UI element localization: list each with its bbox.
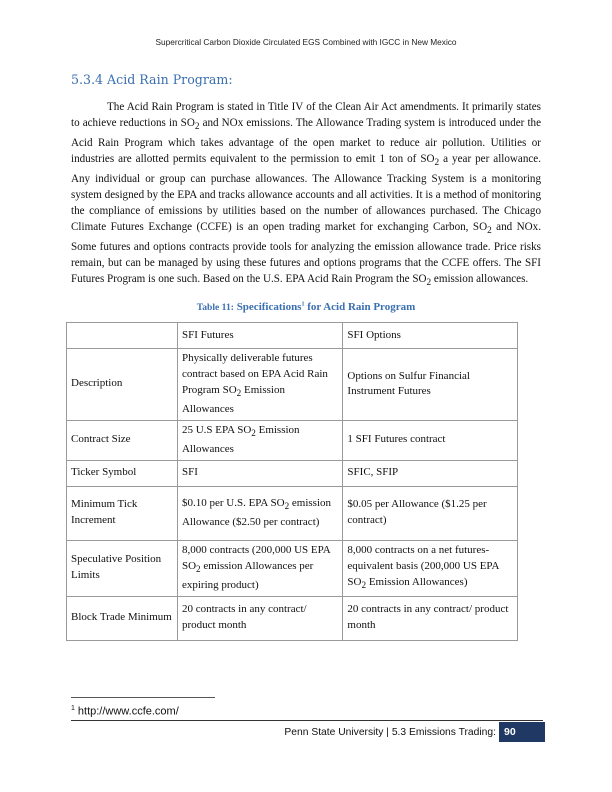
footer-divider — [71, 720, 543, 721]
table-row — [67, 323, 518, 349]
body-text: and NOx emissions. The Allowance Trading system is introduced under the Acid Rain Program which takes advantage of the open market to reduce air pollution. Utilities or industries are allotted permits equivalent to the permission to emit 1 ton of — [71, 116, 541, 165]
section-heading: 5.3.4 Acid Rain Program: — [71, 72, 233, 87]
table-row — [67, 420, 518, 460]
table-cell: 25 U.S EPA $SO_2$ Emission Allowances — [177, 420, 342, 460]
table-cell: SFI — [177, 460, 342, 486]
footnote — [71, 705, 179, 718]
body-text: a year per allowance. Any individual or group can purchase allowances. The Allowance Tracking System is a monitoring system designed by the EPA and tracks allowance accounts and all activities. It is a method of monitoring the compliance of emissions by utilities based on the number of allowances purchased. The Chicago Climate Futures Exchange (CCFE) is an open trading market for exchanging Carbon, — [71, 152, 542, 233]
table-row — [67, 460, 518, 486]
footnote-marker: 1 — [71, 705, 75, 712]
table-row — [67, 349, 518, 421]
footnote-divider — [71, 697, 215, 698]
body-paragraph — [71, 100, 541, 292]
table-header-cell: SFI Options — [343, 323, 518, 349]
footnote-ref: 1 — [301, 301, 305, 308]
table-cell: SFIC, SFIP — [343, 460, 518, 486]
row-label: Block Trade Minimum — [67, 596, 178, 640]
table-cell: 1 SFI Futures contract — [343, 420, 518, 460]
row-label: Ticker Symbol — [67, 460, 178, 486]
so2-formula: $SO_2$ — [420, 152, 440, 169]
table-row — [67, 486, 518, 540]
so2-formula: $SO_2$ — [412, 272, 432, 288]
table-cell: 8,000 contracts on a net futures-equivalent basis (200,000 US EPA $SO_2$ Emission Allowances) — [343, 540, 518, 596]
body-text: emission allowances. — [431, 272, 529, 285]
table-cell: Options on Sulfur Financial Instrument Futures — [343, 349, 518, 421]
row-label: Minimum Tick Increment — [67, 486, 178, 540]
so2-formula: $SO_2$ — [270, 496, 290, 511]
footnote-link[interactable]: http://www.ccfe.com/ — [77, 705, 179, 718]
row-label: Contract Size — [67, 420, 178, 460]
table-row — [67, 596, 518, 640]
table-cell — [67, 323, 178, 349]
running-header: Supercritical Carbon Dioxide Circulated EGS Combined with IGCC in New Mexico — [155, 37, 457, 47]
specifications-table — [66, 322, 518, 641]
table-cell: Physically deliverable futures contract based on EPA Acid Rain Program $SO_2$ Emission Allowances — [177, 349, 342, 421]
table-cell: $0.05 per Allowance ($1.25 per contract) — [343, 486, 518, 540]
so2-formula: $SO_2$ — [237, 423, 256, 438]
so2-formula: $SO_2$ — [180, 116, 200, 133]
table-cell: 20 contracts in any contract/ product month — [177, 596, 342, 640]
table-row — [67, 540, 518, 596]
so2-formula: $SO_2$ — [181, 559, 201, 574]
table-cell: 20 contracts in any contract/ product month — [343, 596, 518, 640]
row-label: Speculative Position Limits — [67, 540, 178, 596]
so2-formula: $SO_2$ — [347, 575, 367, 590]
so2-formula: $SO_2$ — [222, 383, 242, 398]
table-cell: $0.10 per U.S. EPA $SO_2$ emission Allowance ($2.50 per contract) — [177, 486, 342, 540]
footer-text: Penn State University | 5.3 Emissions Trading: — [284, 727, 496, 738]
so2-formula: $SO_2$ — [472, 220, 492, 236]
table-cell: 8,000 contracts (200,000 US EPA $SO_2$ emission Allowances per expiring product) — [177, 540, 342, 596]
page-number: 90 — [499, 722, 545, 742]
body-text: The Acid Rain Program is stated in Title IV of the Clean Air Act amendments. It primarily states to achieve reductions in — [71, 101, 541, 129]
table-header-cell: SFI Futures — [177, 323, 342, 349]
body-text: and NOx. Some futures and options contracts provide tools for analyzing the emission allowance trade. Price risks remain, but can be managed by using these futures and options programs that the CCFE offers. The SFI Futures Program is one such. Based on the U.S. EPA Acid Rain Program the — [71, 220, 541, 285]
row-label: Description — [67, 349, 178, 421]
table-caption: Table 11: Specifications$^1$ for Acid Rain Program — [196, 301, 416, 313]
